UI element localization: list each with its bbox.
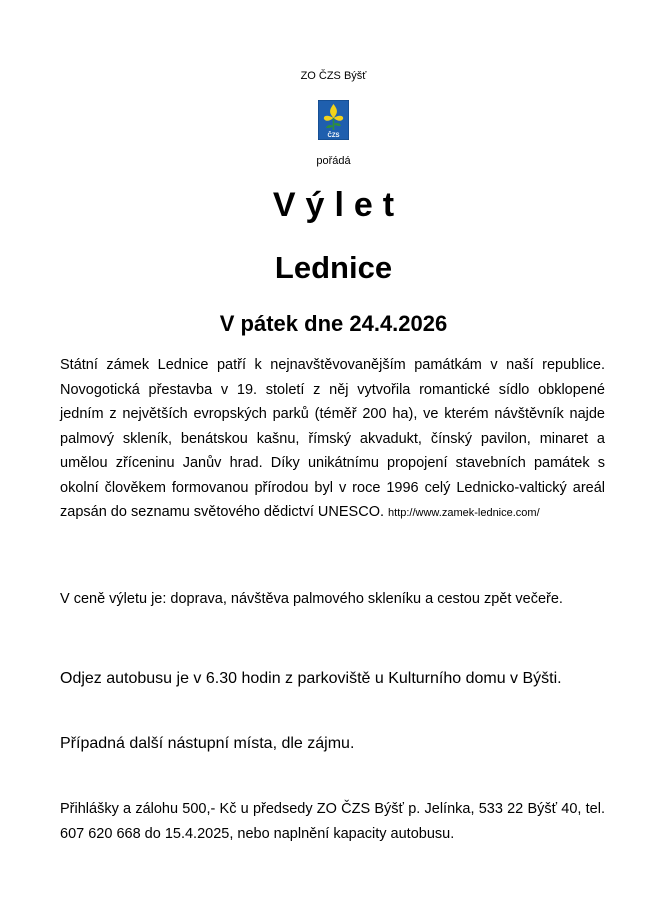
organization-name: ZO ČZS Býšť (300, 70, 367, 82)
czs-logo-icon (318, 100, 349, 140)
event-title: Výlet (272, 186, 405, 224)
description-paragraph (60, 353, 605, 526)
event-destination: Lednice (274, 250, 393, 285)
website-link[interactable]: http://www.zamek-lednice.com/ (388, 507, 540, 519)
pickup-points-info: Případná další nástupní místa, dle zájmu. (60, 735, 355, 752)
description-text: Státní zámek Lednice patří k nejnavštěvovanějším památkám v naší republice. Novogotická přestavba v 19. století z něj vytvořila romantické sídlo obklopené jedním z největších evropských parků (téměř 200 ha), ve kterém návštěvník najde palmový skleník, benátskou kašnu, římský akvadukt, čínský pavilon, minaret a umělou zříceninu Janův hrad. Díky unikátnímu propojení stavebních památek s okolní člověkem formovanou přírodou byl v roce 1996 celý Lednicko-valtický areál zapsán do seznamu světového dědictví UNESCO. (60, 357, 605, 520)
price-info: V ceně výletu je: doprava, návštěva palmového skleníku a cestou zpět večeře. (60, 591, 563, 607)
logo-text: ČZS (327, 133, 340, 139)
signup-info: Přihlášky a zálohu 500,- Kč u předsedy ZO ČZS Býšť p. Jelínka, 533 22 Býšť 40, tel. 607 620 668 do 15.4.2025, nebo naplnění kapacity autobusu. (60, 801, 605, 842)
event-date: V pátek dne 24.4.2026 (219, 311, 448, 336)
organizes-label: pořádá (316, 155, 351, 167)
bus-departure-info: Odjez autobusu je v 6.30 hodin z parkoviště u Kulturního domu v Býšti. (60, 670, 562, 687)
